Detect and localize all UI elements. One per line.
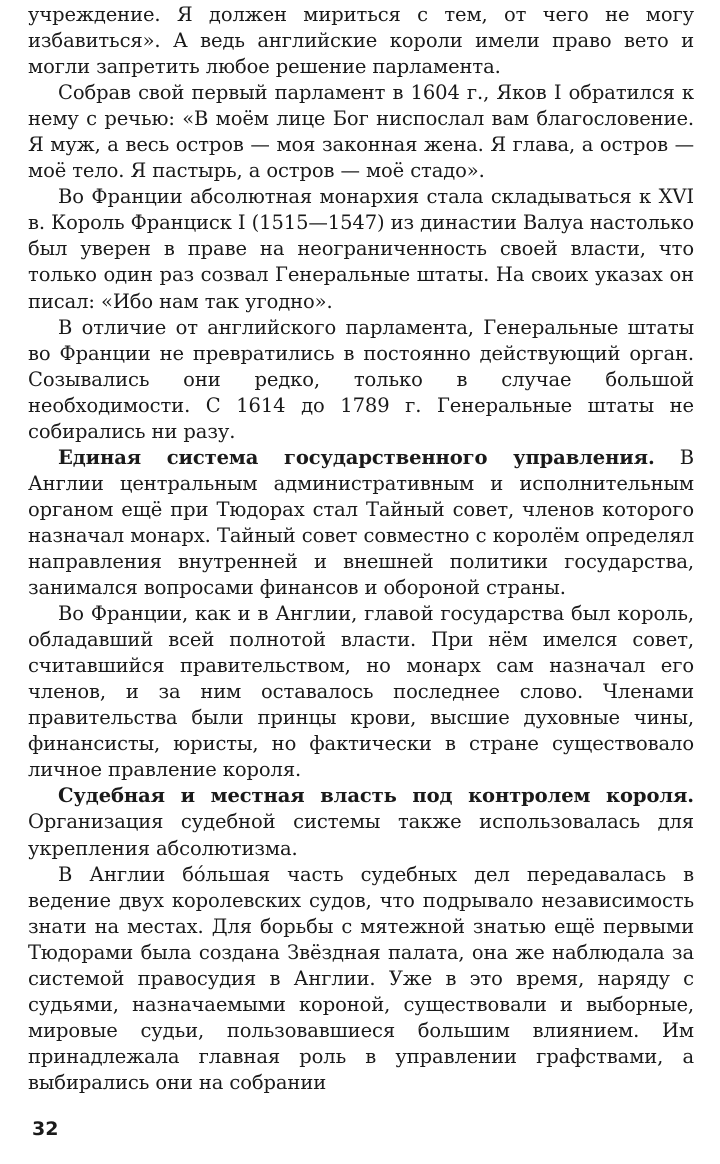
paragraph-james-speech xyxy=(28,80,694,184)
body-text xyxy=(28,2,694,1096)
paragraph-france-absolutism xyxy=(28,184,694,314)
paragraph-text: Во Франции абсолютная монархия стала складываться к XVI в. Король Франциск I (1515—1547) из династии Валуа настолько был уверен в праве на неограниченность своей власти, что только один раз созвал Генеральные штаты. На своих указах он писал: «Ибо нам так угодно». xyxy=(28,185,694,313)
page-number: 32 xyxy=(32,1118,59,1140)
paragraph-estates-general xyxy=(28,315,694,445)
paragraph-england-courts xyxy=(28,862,694,1096)
paragraph-text: Собрав свой первый парламент в 1604 г., Яков I обратился к нему с речью: «В моём лице Бог ниспослал вам благословение. Я муж, а весь остров — моя законная жена. Я глава, а остров — моё тело. Я пастырь, а остров — моё стадо». xyxy=(28,81,694,183)
paragraph-text: В Англии центральным административным и исполнительным органом ещё при Тюдорах стал Тайный совет, членов которого назначал монарх. Тайный совет совместно с королём определял направления внутренней и внешней политики государства, занимался вопросами финансов и обороной страны. xyxy=(28,445,694,600)
paragraph-text: Во Франции, как и в Англии, главой государства был король, обладавший всей полнотой власти. При нём имелся совет, считавшийся правительством, но монарх сам назначал его членов, и за ним оставалось последнее слово. Членами правительства были принцы крови, высшие духовные чины, финансисты, юристы, но фактически в стране существовало личное правление короля. xyxy=(28,602,694,782)
paragraph-continued xyxy=(28,2,694,80)
section-heading: Единая система государственного управления. xyxy=(58,445,655,469)
paragraph-unified-administration xyxy=(28,445,694,601)
paragraph-text: В отличие от английского парламента, Генеральные штаты во Франции не превратились в постоянно действующий орган. Созывались они редко, только в случае большой необходимости. С 1614 до 1789 г. Генеральные штаты не собирались ни разу. xyxy=(28,315,694,443)
paragraph-text: В Англии бóльшая часть судебных дел передавалась в ведение двух королевских судов, что подрывало независимость знати на местах. Для борьбы с мятежной знатью ещё первыми Тюдорами была создана Звёздная палата, она же наблюдала за системой правосудия в Англии. Уже в это время, наряду с судьями, назначаемыми короной, существовали и выборные, мировые судьи, пользовавшиеся большим влиянием. Им принадлежала главная роль в управлении графствами, а выбирались они на собрании xyxy=(28,862,694,1094)
paragraph-text: Организация судебной системы также использовалась для укрепления абсолютизма. xyxy=(28,810,694,860)
paragraph-france-council xyxy=(28,601,694,783)
paragraph-text: учреждение. Я должен мириться с тем, от чего не могу избавиться». А ведь английские короли имели право вето и могли запретить любое решение парламента. xyxy=(28,3,694,79)
paragraph-judicial-power xyxy=(28,783,694,861)
section-heading: Судебная и местная власть под контролем короля. xyxy=(58,784,694,808)
